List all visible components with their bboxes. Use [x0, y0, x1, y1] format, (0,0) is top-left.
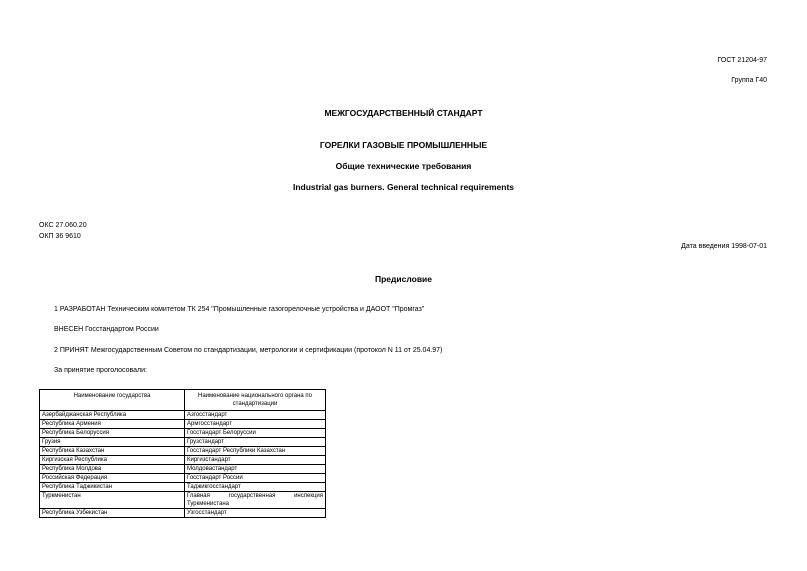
standards-body-name: Главная государственная инспекция Туркменистана: [185, 492, 326, 509]
state-name: Республика Узбекистан: [40, 509, 185, 518]
table-row: [40, 509, 326, 518]
foreword-paragraph-1: 1 РАЗРАБОТАН Техническим комитетом ТК 254 "Промышленные газогорелочные устройства и ДАООТ "Промгаз": [54, 306, 425, 313]
column-header-standards-body: Наименование национального органа по стандартизации: [185, 390, 326, 411]
state-name: Российская Федерация: [40, 474, 185, 483]
state-name: Республика Белоруссия: [40, 429, 185, 438]
state-name: Грузия: [40, 438, 185, 447]
foreword-paragraph-3: 2 ПРИНЯТ Межгосударственным Советом по стандартизации, метрологии и сертификации (протокол N 11 от 25.04.97): [54, 347, 443, 354]
standard-title: ГОРЕЛКИ ГАЗОВЫЕ ПРОМЫШЛЕННЫЕ: [319, 140, 488, 150]
table-row: [40, 483, 326, 492]
standards-body-name: Грузстандарт: [185, 438, 326, 447]
table-row: [40, 492, 326, 509]
table-row: [40, 447, 326, 456]
standards-body-name: Госстандарт России: [185, 474, 326, 483]
group-code: Группа Г40: [731, 77, 767, 84]
foreword-paragraph-4: За принятие проголосовали:: [54, 367, 147, 374]
state-name: Республика Молдова: [40, 465, 185, 474]
standards-body-name: Киргизстандарт: [185, 456, 326, 465]
foreword-paragraph-2: ВНЕСЕН Госстандартом России: [54, 326, 159, 333]
state-name: Республика Армения: [40, 420, 185, 429]
voting-states-table: [39, 389, 326, 518]
table-header-row: [40, 390, 326, 411]
table-row: [40, 429, 326, 438]
standards-body-name: Госстандарт Республики Казахстан: [185, 447, 326, 456]
oks-code: ОКС 27.060.20: [39, 222, 87, 229]
table-row: [40, 456, 326, 465]
state-name: Республика Таджикистан: [40, 483, 185, 492]
standards-body-name: Азгосстандарт: [185, 411, 326, 420]
okp-code: ОКП 36 9610: [39, 233, 81, 240]
table-row: [40, 420, 326, 429]
table-row: [40, 474, 326, 483]
state-name: Республика Казахстан: [40, 447, 185, 456]
standards-body-name: Молдовастандарт: [185, 465, 326, 474]
standards-body-name: Узгосстандарт: [185, 509, 326, 518]
state-name: Азербайджанская Республика: [40, 411, 185, 420]
interstate-standard-title: МЕЖГОСУДАРСТВЕННЫЙ СТАНДАРТ: [324, 108, 483, 118]
table-row: [40, 438, 326, 447]
foreword-heading: Предисловие: [374, 274, 433, 284]
standards-body-name: Таджикгосстандарт: [185, 483, 326, 492]
document-number: ГОСТ 21204-97: [717, 57, 767, 64]
table-row: [40, 465, 326, 474]
standards-body-name: Армгосстандарт: [185, 420, 326, 429]
standards-body-name: Госстандарт Белоруссии: [185, 429, 326, 438]
column-header-state: Наименование государства: [40, 390, 185, 411]
table-row: [40, 411, 326, 420]
introduction-date: Дата введения 1998-07-01: [681, 243, 767, 250]
english-title: Industrial gas burners. General technical requirements: [292, 182, 515, 192]
standard-subtitle: Общие технические требования: [335, 161, 472, 171]
state-name: Туркменистан: [40, 492, 185, 509]
state-name: Киргизская Республика: [40, 456, 185, 465]
